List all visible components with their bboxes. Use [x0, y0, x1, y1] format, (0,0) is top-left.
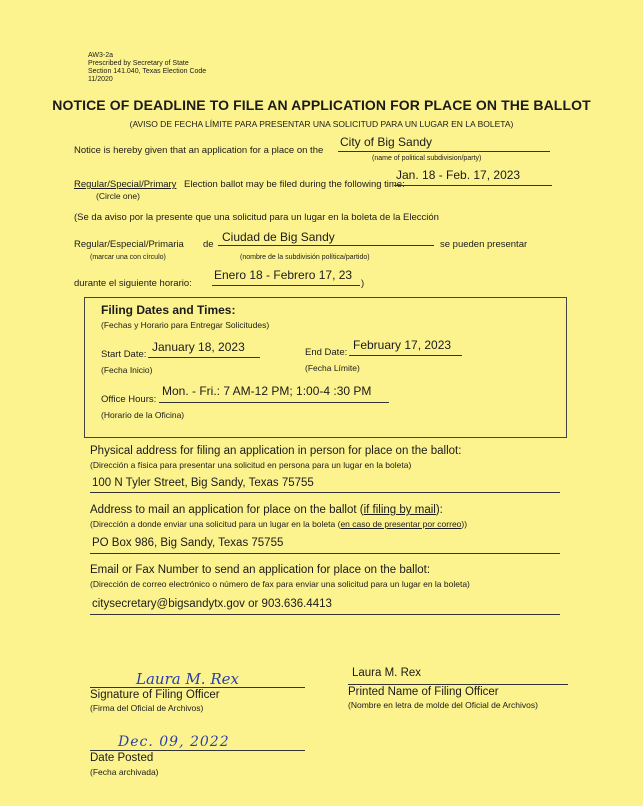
- notice-prefix: Notice is hereby given that an application for a place on the: [74, 145, 324, 156]
- signature-handwriting: Laura M. Rex: [136, 670, 239, 688]
- physical-label-es: (Dirección a física para presentar una solicitud en persona para un lugar en la boleta): [90, 460, 412, 470]
- mail-value: PO Box 986, Big Sandy, Texas 75755: [92, 537, 284, 549]
- prescribed-by: Prescribed by Secretary of State: [88, 60, 189, 67]
- physical-label: Physical address for filing an application in person for place on the ballot:: [90, 445, 462, 457]
- circle-one-caption: (Circle one): [96, 191, 140, 201]
- aviso-suffix: se pueden presentar: [440, 239, 528, 250]
- page-title-es: (AVISO DE FECHA LÍMITE PARA PRESENTAR UNA SOLICITUD PARA UN LUGAR EN LA BOLETA): [129, 119, 514, 129]
- period-value: Jan. 18 - Feb. 17, 2023: [396, 168, 521, 182]
- end-date-line: [349, 355, 462, 356]
- aviso-election-type: Regular/Especial/Primaria: [74, 239, 184, 250]
- office-hours-value: Mon. - Fri.: 7 AM-12 PM; 1:00-4 :30 PM: [162, 384, 372, 398]
- date-posted-label: Date Posted: [90, 752, 154, 764]
- end-date-es: (Fecha Límite): [305, 363, 360, 373]
- signature-line: [90, 687, 305, 688]
- end-date-label: End Date:: [305, 347, 348, 358]
- mail-label: Address to mail an application for place on the ballot (if filing by mail):: [90, 504, 443, 516]
- aviso-subdivision-line: [218, 245, 434, 246]
- form-date: 11/2020: [88, 76, 113, 83]
- printed-name-label: Printed Name of Filing Officer: [348, 686, 499, 698]
- date-posted-line: [90, 750, 305, 751]
- office-hours-es: (Horario de la Oficina): [101, 410, 185, 420]
- start-date-es: (Fecha Inicio): [101, 365, 153, 375]
- email-label: Email or Fax Number to send an application for place on the ballot:: [90, 564, 431, 576]
- office-hours-label: Office Hours:: [101, 394, 157, 405]
- aviso-subdivision-value: Ciudad de Big Sandy: [222, 230, 335, 244]
- start-date-label: Start Date:: [101, 349, 147, 360]
- section-ref: Section 141.040, Texas Election Code: [88, 68, 207, 75]
- date-posted-label-es: (Fecha archivada): [90, 767, 159, 777]
- physical-value: 100 N Tyler Street, Big Sandy, Texas 75755: [92, 477, 314, 489]
- notice-line2: Election ballot may be filed during the following time:: [184, 179, 405, 190]
- email-line: [90, 614, 560, 615]
- mail-label-es-link: en caso de presentar por correo: [340, 519, 462, 529]
- office-hours-line: [159, 402, 389, 403]
- aviso-schedule-close: ): [361, 278, 365, 289]
- printed-name-label-es: (Nombre en letra de molde del Oficial de Archivos): [348, 700, 538, 710]
- physical-line: [90, 492, 560, 493]
- filing-heading: Filing Dates and Times:: [101, 303, 236, 317]
- end-date-value: February 17, 2023: [353, 338, 452, 352]
- printed-name-line: [348, 684, 568, 685]
- period-line: [394, 185, 552, 186]
- subdivision-value: City of Big Sandy: [340, 135, 433, 149]
- start-date-line: [148, 357, 260, 358]
- email-label-es: (Dirección de correo electrónico o número de fax para enviar una solicitud para un lugar en la boleta): [90, 579, 470, 589]
- signature-label-es: (Firma del Oficial de Archivos): [90, 703, 204, 713]
- mail-label-link: if filing by mail: [363, 504, 436, 516]
- aviso-subdivision-caption: (nombre de la subdivisión política/partido): [240, 254, 370, 261]
- filing-heading-es: (Fechas y Horario para Entregar Solicitudes): [101, 320, 270, 330]
- signature-label: Signature of Filing Officer: [90, 689, 220, 701]
- aviso-circle-caption: (marcar una con círculo): [90, 254, 166, 261]
- page-title: NOTICE OF DEADLINE TO FILE AN APPLICATION FOR PLACE ON THE BALLOT: [52, 97, 591, 113]
- subdivision-line: [338, 151, 550, 152]
- subdivision-caption: (name of political subdivision/party): [372, 155, 482, 162]
- aviso-schedule-value: Enero 18 - Febrero 17, 23: [214, 268, 353, 282]
- email-value: citysecretary@bigsandytx.gov or 903.636.4413: [92, 598, 332, 610]
- date-posted-handwriting: Dec. 09, 2022: [118, 734, 230, 750]
- election-type: Regular/Special/Primary: [74, 179, 177, 190]
- printed-name-value: Laura M. Rex: [352, 667, 422, 679]
- mail-line: [90, 553, 560, 554]
- aviso-schedule-prefix: durante el siguiente horario:: [74, 278, 192, 289]
- aviso-schedule-line: [212, 285, 360, 286]
- start-date-value: January 18, 2023: [152, 340, 245, 354]
- form-id: AW3-2a: [88, 52, 114, 59]
- aviso-line1: (Se da aviso por la presente que una solicitud para un lugar en la boleta de la Elección: [74, 212, 439, 223]
- aviso-de: de: [203, 239, 214, 250]
- mail-label-es: (Dirección a donde enviar una solicitud para un lugar en la boleta (en caso de presentar por correo)): [90, 519, 468, 529]
